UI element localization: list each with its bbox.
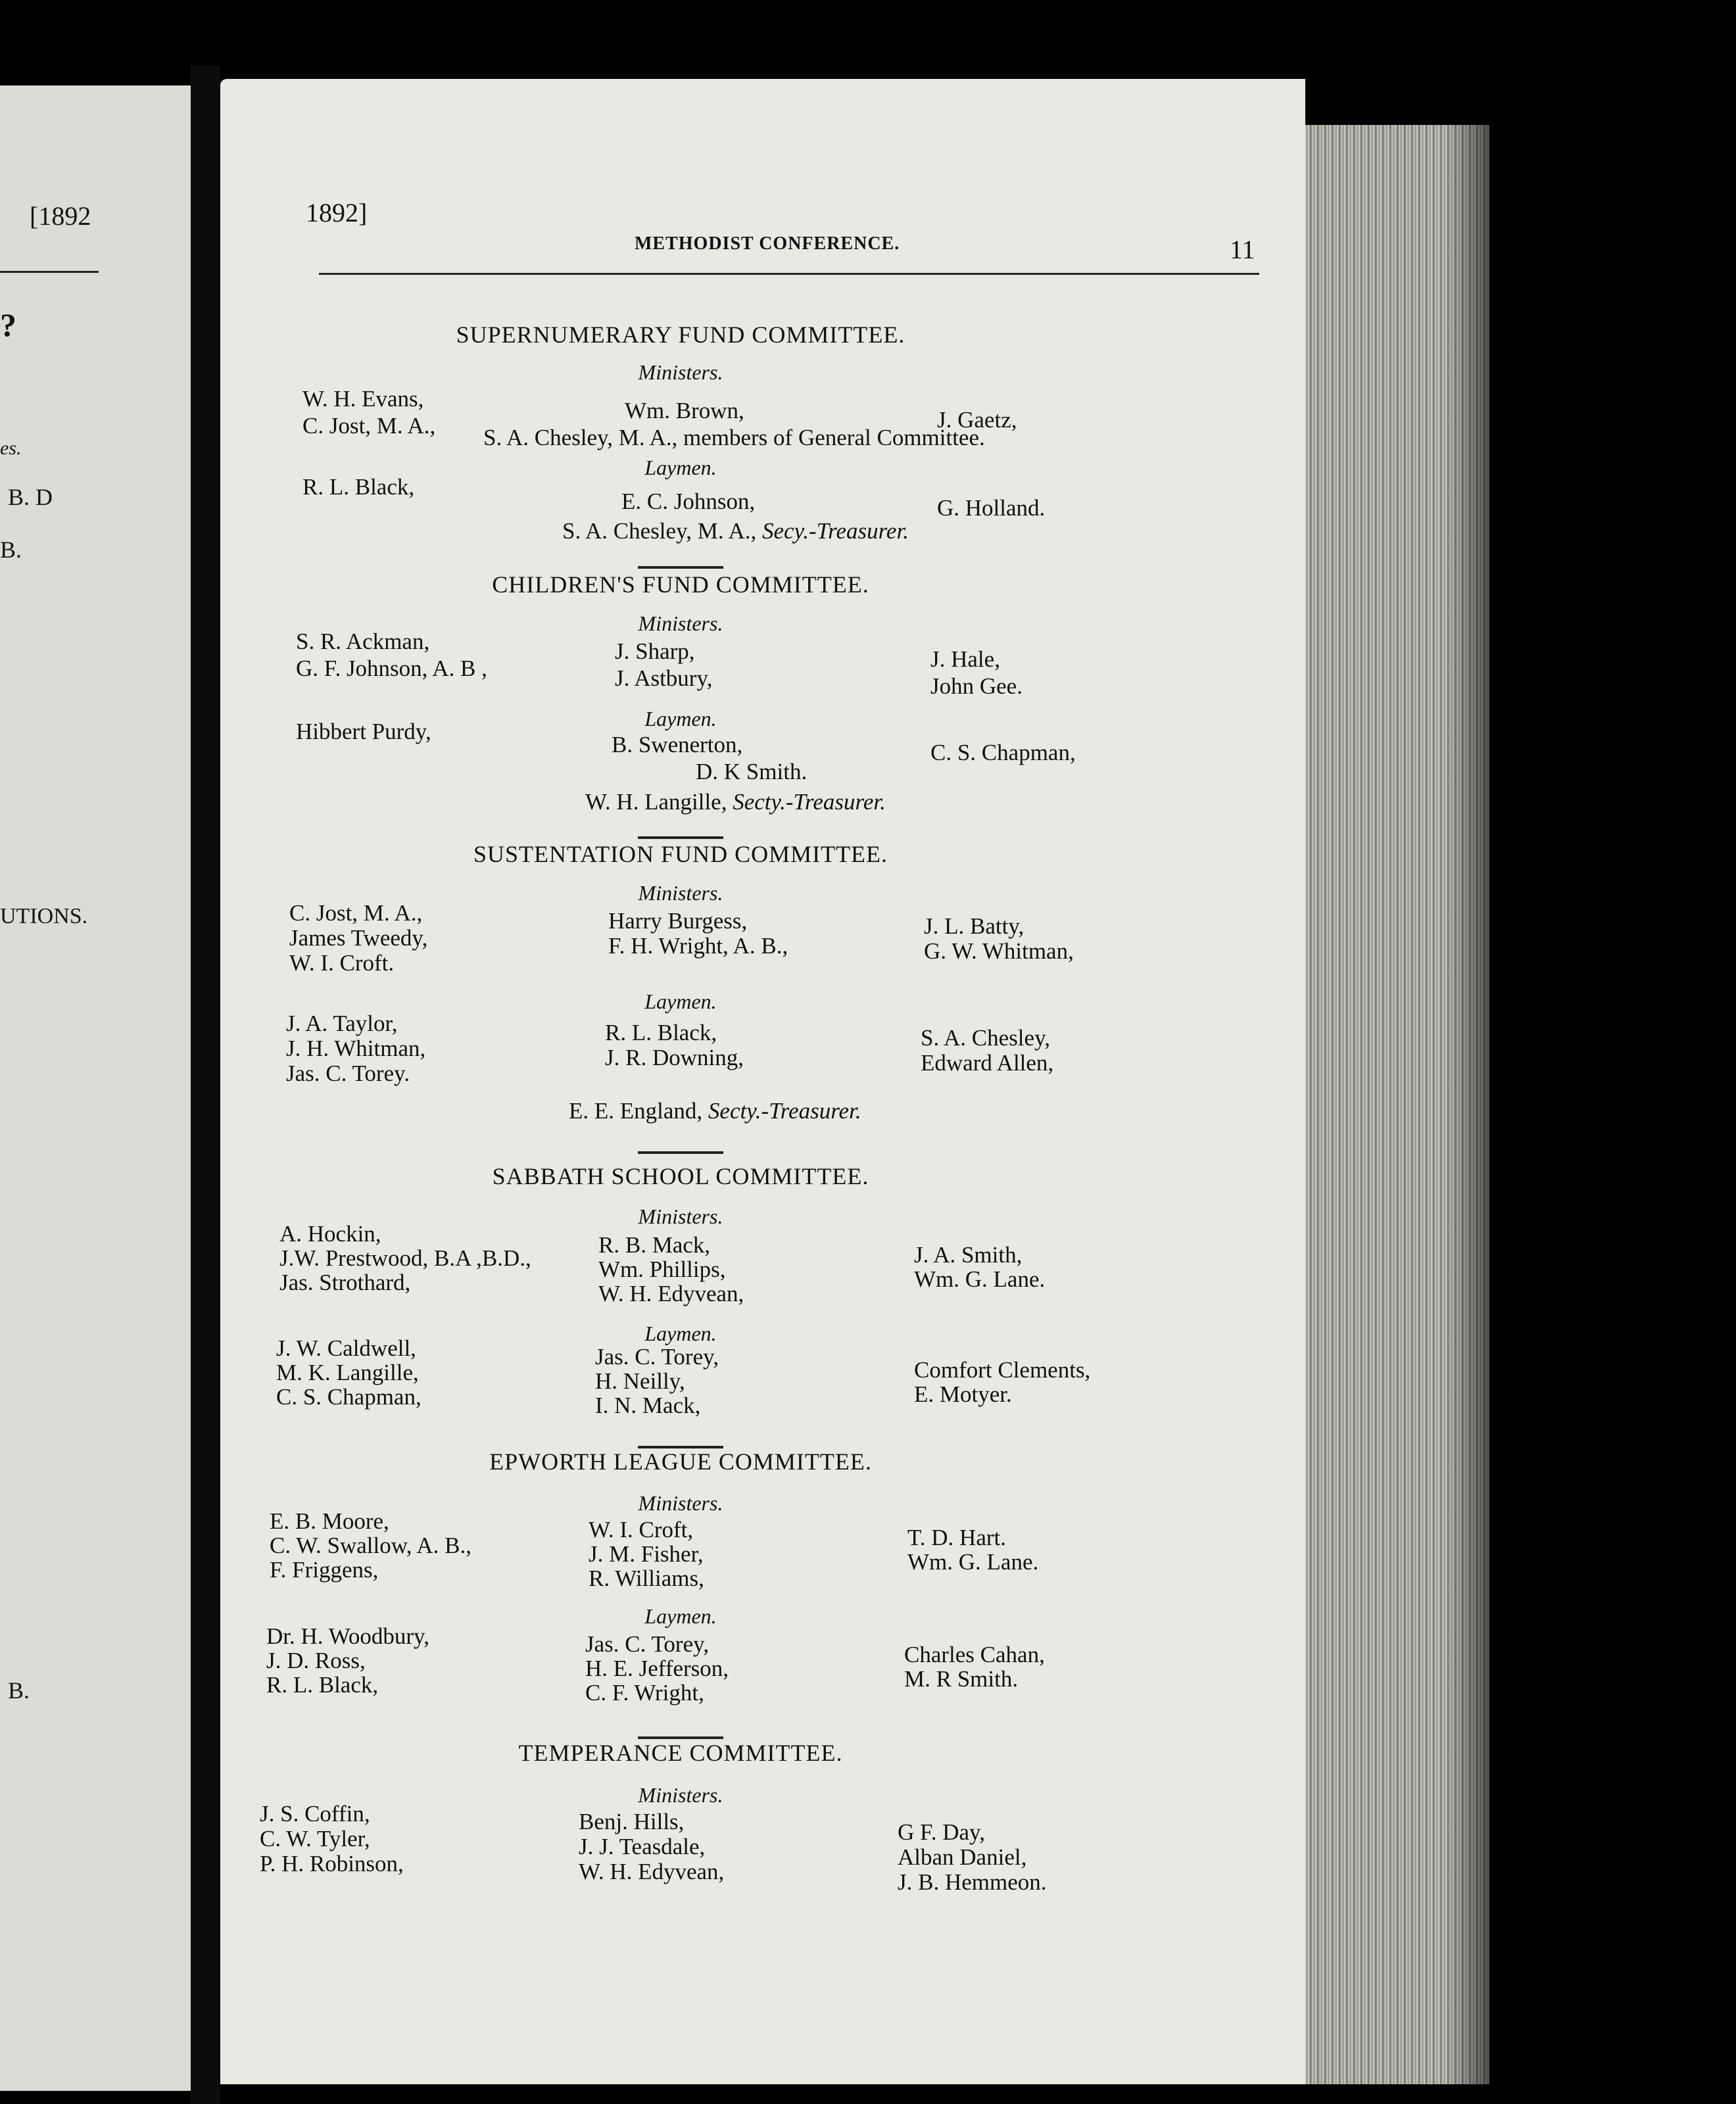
member-name: J. Sharp,	[615, 638, 695, 664]
laymen-column-1	[266, 1624, 429, 1697]
member-name: W. I. Croft.	[289, 950, 395, 976]
member-name: S. A. Chesley, M. A., members of General Committee.	[483, 425, 985, 450]
officer-role: Secty.-Treasurer.	[733, 789, 886, 815]
member-name: J. D. Ross,	[266, 1648, 366, 1673]
member-name: J. A. Taylor,	[286, 1011, 398, 1036]
member-name: M. R Smith.	[904, 1666, 1019, 1692]
ministers-column-2	[608, 909, 788, 959]
member-name: F. H. Wright, A. B.,	[608, 933, 788, 959]
laymen-label: Laymen.	[644, 1322, 717, 1345]
laymen-label: Laymen.	[644, 707, 717, 730]
member-name: Charles Cahan,	[904, 1642, 1045, 1667]
member-name: C. F. Wright,	[585, 1680, 704, 1706]
ministers-column-3	[930, 646, 1023, 700]
member-name: E. B. Moore,	[270, 1508, 389, 1534]
previous-page-rule	[0, 271, 99, 273]
member-name: P. H. Robinson,	[260, 1851, 404, 1877]
member-name: G. Holland.	[937, 495, 1046, 521]
officer-role: Secy.-Treasurer.	[762, 518, 909, 544]
member-name: Jas. Strothard,	[279, 1270, 411, 1295]
book-gutter	[191, 66, 220, 2104]
ministers-column-3	[937, 406, 1017, 433]
laymen-column-2	[595, 1345, 719, 1418]
officer-line	[585, 789, 886, 815]
member-name: John Gee.	[930, 673, 1023, 699]
laymen-column-3	[914, 1358, 1090, 1406]
member-name: R. L. Black,	[302, 474, 415, 500]
ministers-column-3	[914, 1243, 1045, 1291]
ministers-column-3	[924, 914, 1074, 964]
member-name: C. Jost, M. A.,	[289, 900, 423, 926]
member-name: C. W. Swallow, A. B.,	[270, 1533, 471, 1558]
member-name: J. W. Caldwell,	[276, 1335, 416, 1361]
laymen-column-1	[302, 473, 414, 500]
member-name: I. N. Mack,	[595, 1393, 701, 1418]
section-title: EPWORTH LEAGUE COMMITTEE.	[489, 1448, 872, 1475]
officer-line	[569, 1098, 861, 1124]
officer-role: Secty.-Treasurer.	[708, 1098, 861, 1124]
member-name: Wm. G. Lane.	[907, 1549, 1039, 1575]
laymen-label: Laymen.	[644, 456, 717, 479]
member-name: G. F. Johnson, A. B ,	[296, 656, 487, 681]
member-name: Comfort Clements,	[914, 1357, 1091, 1383]
running-head-title: METHODIST CONFERENCE.	[635, 233, 900, 254]
officer-line	[562, 518, 909, 544]
member-name: M. K. Langille,	[276, 1360, 419, 1385]
member-name: R. B. Mack,	[598, 1232, 711, 1258]
section-title: TEMPERANCE COMMITTEE.	[518, 1740, 843, 1766]
officer-name: E. E. England,	[569, 1098, 703, 1124]
member-name: E. Motyer.	[914, 1381, 1012, 1407]
laymen-column-1	[276, 1336, 422, 1409]
ministers-column-3	[907, 1525, 1038, 1574]
member-name: J. J. Teasdale,	[579, 1834, 706, 1859]
member-name: C. W. Tyler,	[260, 1826, 370, 1852]
member-name: R. L. Black,	[266, 1672, 379, 1698]
member-name: J. B. Hemmeon.	[898, 1869, 1047, 1895]
member-name: F. Friggens,	[270, 1557, 379, 1583]
ministers-column-1	[289, 901, 427, 976]
member-name: W. H. Evans,	[302, 386, 424, 412]
member-name: H. E. Jefferson,	[585, 1656, 729, 1681]
member-name: Hibbert Purdy,	[296, 719, 431, 744]
ministers-column-1	[302, 385, 435, 439]
member-name: Harry Burgess,	[608, 908, 748, 934]
member-name: H. Neilly,	[595, 1368, 685, 1394]
member-name: R. L. Black,	[605, 1020, 717, 1045]
ministers-column-2	[579, 1809, 724, 1884]
section-title: SUSTENTATION FUND COMMITTEE.	[473, 841, 888, 867]
member-name: J. A. Smith,	[914, 1242, 1023, 1268]
member-name: S. A. Chesley,	[921, 1025, 1051, 1051]
previous-page-fragment: ?	[0, 306, 16, 343]
member-name: Wm. Phillips,	[598, 1256, 726, 1282]
member-name: A. Hockin,	[279, 1221, 381, 1247]
running-head-year: 1892]	[306, 198, 368, 227]
ministers-column-2	[589, 1518, 704, 1590]
member-name: C. S. Chapman,	[276, 1384, 422, 1410]
member-name: Jas. C. Torey.	[286, 1061, 410, 1086]
ministers-column-2	[598, 1233, 744, 1306]
ministers-label: Ministers.	[638, 611, 723, 635]
page	[220, 79, 1305, 2084]
previous-page-header: [1892	[30, 201, 91, 231]
member-name: Wm. G. Lane.	[914, 1266, 1046, 1292]
section-title: SABBATH SCHOOL COMMITTEE.	[492, 1163, 869, 1189]
member-name: W. H. Edyvean,	[598, 1281, 744, 1306]
member-name: J. Gaetz,	[937, 407, 1017, 433]
member-name: Dr. H. Woodbury,	[266, 1623, 430, 1649]
laymen-column-1	[286, 1011, 425, 1086]
laymen-column-2	[585, 1632, 729, 1705]
previous-page-edge	[0, 85, 191, 2091]
ministers-label: Ministers.	[638, 1205, 723, 1228]
member-name: J. R. Downing,	[605, 1045, 744, 1070]
member-name: W. H. Edyvean,	[579, 1859, 725, 1884]
member-name: C. Jost, M. A.,	[302, 413, 436, 439]
ministers-column-1	[279, 1222, 531, 1295]
section-divider	[220, 1145, 1141, 1157]
laymen-label: Laymen.	[644, 1604, 717, 1628]
member-name: R. Williams,	[589, 1566, 704, 1591]
ministers-column-2	[483, 397, 985, 451]
ministers-column-1	[296, 628, 487, 682]
previous-page-fragment: es.	[0, 437, 22, 459]
laymen-column-2	[605, 1020, 744, 1070]
header-rule	[319, 273, 1259, 275]
member-name: G F. Day,	[898, 1819, 985, 1845]
ministers-label: Ministers.	[638, 360, 723, 384]
officer-name: W. H. Langille,	[585, 789, 727, 815]
member-name: C. S. Chapman,	[930, 740, 1076, 765]
member-name: J. S. Coffin,	[260, 1801, 370, 1827]
laymen-column-1	[296, 718, 431, 745]
member-name: James Tweedy,	[289, 925, 428, 951]
member-name: J. L. Batty,	[924, 913, 1025, 939]
member-name: J. H. Whitman,	[286, 1036, 426, 1061]
officer-name: S. A. Chesley, M. A.,	[562, 518, 757, 544]
laymen-column-3	[937, 494, 1045, 521]
laymen-column-2	[612, 731, 807, 785]
member-name: J.W. Prestwood, B.A ,B.D.,	[279, 1245, 531, 1271]
ministers-column-1	[270, 1509, 471, 1582]
section-title: SUPERNUMERARY FUND COMMITTEE.	[456, 322, 905, 348]
previous-page-fragment: B.	[0, 537, 22, 563]
laymen-column-3	[930, 739, 1076, 766]
laymen-column-3	[921, 1026, 1053, 1076]
member-name: Alban Daniel,	[898, 1844, 1027, 1870]
member-name: T. D. Hart.	[907, 1525, 1006, 1550]
member-name: Edward Allen,	[921, 1050, 1054, 1076]
member-name: Benj. Hills,	[579, 1809, 685, 1834]
ministers-label: Ministers.	[638, 1783, 723, 1807]
member-name: J. M. Fisher,	[589, 1541, 704, 1567]
ministers-label: Ministers.	[638, 1491, 723, 1515]
member-name: Jas. C. Torey,	[595, 1344, 719, 1370]
member-name: E. C. Johnson,	[621, 489, 756, 514]
section-title: CHILDREN'S FUND COMMITTEE.	[492, 571, 869, 598]
member-name: B. Swenerton,	[612, 732, 743, 757]
member-name: J. Hale,	[930, 646, 1000, 672]
ministers-column-1	[260, 1802, 404, 1877]
member-name: W. I. Croft,	[589, 1517, 694, 1542]
page-number: 11	[1230, 235, 1255, 264]
previous-page-fragment: B.	[8, 1677, 30, 1704]
member-name: Jas. C. Torey,	[585, 1631, 710, 1657]
page-edges-shadow	[1447, 125, 1489, 2084]
previous-page-fragment: B. D	[8, 484, 53, 510]
member-name: S. R. Ackman,	[296, 629, 430, 654]
previous-page-fragment: UTIONS.	[0, 904, 88, 928]
ministers-label: Ministers.	[638, 881, 723, 905]
laymen-column-3	[904, 1642, 1045, 1691]
member-name: D. K Smith.	[696, 759, 808, 784]
ministers-column-2	[615, 638, 712, 692]
laymen-label: Laymen.	[644, 990, 717, 1013]
ministers-column-3	[898, 1820, 1047, 1895]
member-name: G. W. Whitman,	[924, 938, 1074, 964]
laymen-column-2	[621, 488, 755, 515]
member-name: Wm. Brown,	[625, 398, 744, 423]
member-name: J. Astbury,	[615, 665, 713, 691]
